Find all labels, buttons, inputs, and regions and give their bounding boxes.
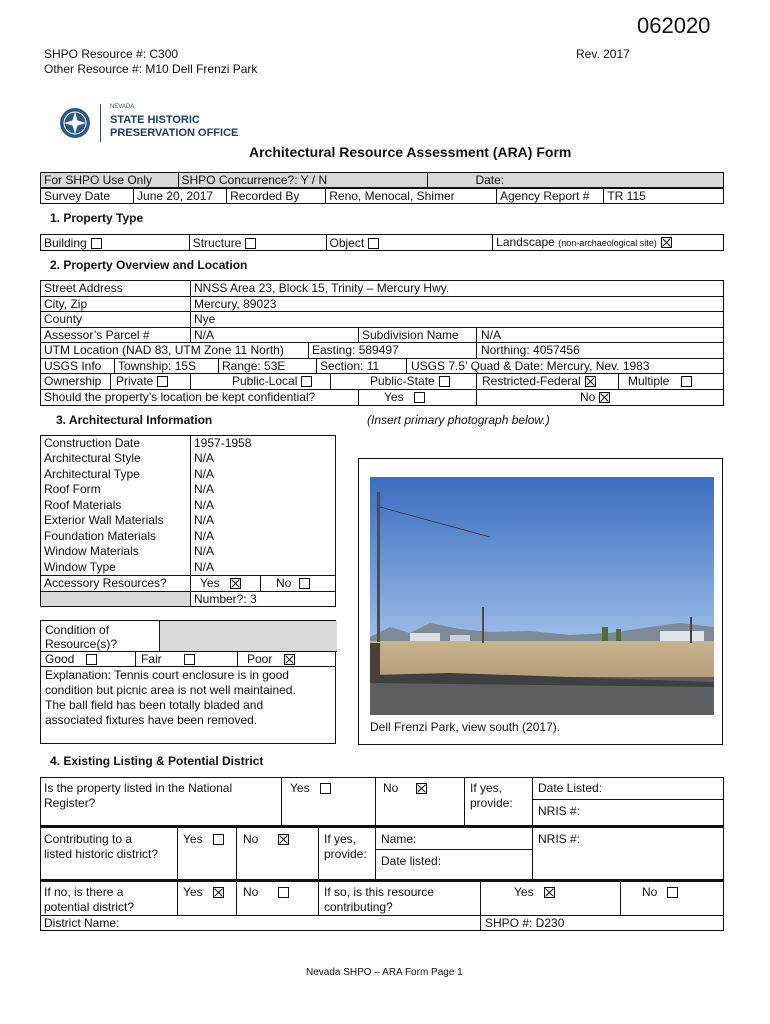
- ownership-private: [116, 374, 168, 388]
- contributing-if-yes-line-2: provide:: [324, 847, 367, 861]
- nr-no: [383, 781, 427, 795]
- condition-fair: [141, 652, 195, 666]
- object-checkbox[interactable]: [368, 238, 379, 249]
- form-number: 062020: [637, 13, 711, 38]
- private-label: Private: [116, 374, 154, 388]
- nr-question-line-1: Is the property listed in the National: [44, 781, 233, 795]
- condition-label-1: Condition of: [45, 623, 110, 637]
- logo-divider: [100, 104, 101, 142]
- photo-instruction: (Insert primary photograph below.): [367, 413, 550, 427]
- contributing-no-checkbox[interactable]: [278, 834, 289, 845]
- restricted-federal-checkbox[interactable]: [585, 376, 596, 387]
- building-label: Building: [44, 235, 87, 250]
- nr-date-listed: Date Listed:: [538, 781, 603, 795]
- nr-if-yes-line-1: If yes,: [470, 781, 503, 795]
- easting: Easting: 589497: [312, 343, 399, 357]
- section-1-title: 1. Property Type: [50, 211, 144, 225]
- condition-block: [40, 620, 336, 744]
- contributing-no-label: No: [243, 832, 259, 846]
- accessory-number: Number?: 3: [194, 592, 257, 606]
- nr-yes-label: Yes: [290, 781, 310, 795]
- section-2-title: 2. Property Overview and Location: [50, 258, 248, 272]
- public-local-label: Public-Local: [232, 374, 298, 388]
- county-label: County: [44, 312, 83, 326]
- shpo-use-only: For SHPO Use Only: [41, 173, 179, 188]
- object-label: Object: [329, 235, 365, 250]
- confidential-no-checkbox[interactable]: [599, 392, 610, 403]
- district-date-listed: Date listed:: [381, 854, 442, 868]
- public-state-label: Public-State: [370, 374, 435, 388]
- roof-form-label: Roof Form: [44, 482, 101, 496]
- public-state-checkbox[interactable]: [439, 376, 450, 387]
- contributing-resource-yes-checkbox[interactable]: [544, 887, 555, 898]
- public-local-checkbox[interactable]: [301, 376, 312, 387]
- page-footer: Nevada SHPO – ARA Form Page 1: [306, 967, 463, 978]
- survey-date: June 20, 2017: [134, 189, 227, 204]
- potential-yes-checkbox[interactable]: [213, 887, 224, 898]
- confidential-no: [580, 390, 610, 404]
- nr-yes-checkbox[interactable]: [320, 783, 331, 794]
- accessory-yes: [200, 576, 241, 590]
- subdivision-label: Subdivision Name: [362, 328, 459, 342]
- nr-no-checkbox[interactable]: [416, 783, 427, 794]
- private-checkbox[interactable]: [157, 376, 168, 387]
- usgs-label: USGS Info: [44, 359, 102, 373]
- property-type-building: [41, 235, 190, 251]
- district-shpo-number: SHPO #: D230: [485, 916, 565, 930]
- property-type-object: [326, 235, 493, 251]
- street-address-label: Street Address: [44, 281, 123, 295]
- contributing-resource-yes: [514, 885, 555, 899]
- city-zip-label: City, Zip: [44, 297, 88, 311]
- township: Township: 15S: [118, 359, 197, 373]
- contributing-resource-yes-label: Yes: [514, 885, 534, 899]
- street-address: NNSS Area 23, Block 15, Trinity – Mercury Hwy.: [194, 281, 450, 295]
- building-checkbox[interactable]: [91, 238, 102, 249]
- potential-yes-label: Yes: [183, 885, 203, 899]
- contributing-if-yes-line-1: If yes,: [324, 832, 357, 846]
- listing-block: [40, 777, 724, 931]
- confidential-yes-label: Yes: [384, 390, 404, 404]
- utm-label: UTM Location (NAD 83, UTM Zone 11 North): [44, 343, 284, 357]
- revision: Rev. 2017: [576, 47, 630, 61]
- good-checkbox[interactable]: [86, 654, 97, 665]
- section-4-title: 4. Existing Listing & Potential District: [50, 754, 264, 768]
- survey-date-label: Survey Date: [41, 189, 134, 204]
- nr-question-line-2: Register?: [44, 796, 96, 810]
- accessory-no-label: No: [276, 576, 292, 590]
- good-label: Good: [45, 652, 75, 666]
- confidential-yes: [384, 390, 425, 404]
- accessory-label: Accessory Resources?: [44, 576, 167, 590]
- window-materials-label: Window Materials: [44, 544, 139, 558]
- parcel: N/A: [194, 328, 215, 342]
- other-resource-number: Other Resource #: M10 Dell Frenzi Park: [44, 62, 258, 76]
- nr-yes: [290, 781, 331, 795]
- structure-label: Structure: [192, 235, 242, 250]
- survey-table: [40, 188, 724, 204]
- recorded-by-label: Recorded By: [227, 189, 326, 204]
- logo-line-1: STATE HISTORIC: [110, 114, 200, 126]
- contributing-resource-no-label: No: [642, 885, 658, 899]
- form-title: Architectural Resource Assessment (ARA) Form: [249, 144, 572, 160]
- contributing-question-line-1: Contributing to a: [44, 832, 133, 846]
- type-label: Architectural Type: [44, 467, 140, 481]
- nr-nris: NRIS #:: [538, 804, 581, 818]
- potential-yes: [183, 885, 224, 899]
- if-so-line-2: contributing?: [324, 900, 393, 914]
- potential-question-line-1: If no, is there a: [44, 885, 124, 899]
- fair-label: Fair: [141, 652, 162, 666]
- contributing-yes-label: Yes: [183, 832, 203, 846]
- ownership-label: Ownership: [44, 374, 102, 388]
- nr-if-yes-line-2: provide:: [470, 796, 513, 810]
- property-type-landscape: [493, 235, 724, 251]
- style: N/A: [194, 451, 215, 465]
- nr-no-label: No: [383, 781, 399, 795]
- potential-no: [243, 885, 289, 899]
- poor-label: Poor: [247, 652, 273, 666]
- potential-no-label: No: [243, 885, 259, 899]
- logo-line-2: PRESERVATION OFFICE: [110, 127, 239, 139]
- subdivision: N/A: [481, 328, 502, 342]
- shpo-date: Date:: [428, 173, 724, 188]
- architectural-info-block: [40, 435, 336, 607]
- foundation: N/A: [194, 529, 215, 543]
- style-label: Architectural Style: [44, 451, 141, 465]
- shpo-seal-logo: [58, 106, 92, 140]
- shpo-concurrence: SHPO Concurrence?: Y / N: [178, 173, 428, 188]
- multiple-checkbox[interactable]: [681, 376, 692, 387]
- landscape-note: (non-archaeological site): [558, 238, 657, 248]
- location-block: [40, 280, 724, 406]
- restricted-federal-label: Restricted-Federal: [482, 374, 581, 388]
- ownership-multiple: [628, 374, 692, 388]
- range: Range: 53E: [222, 359, 286, 373]
- county: Nye: [194, 312, 216, 326]
- window-type: N/A: [194, 560, 215, 574]
- city-zip: Mercury, 89023: [194, 297, 277, 311]
- section-number: Section: 11: [320, 359, 380, 373]
- explanation-line-1: Explanation: Tennis court enclosure is in good: [45, 668, 289, 682]
- condition-label-2: Resource(s)?: [45, 637, 118, 651]
- property-type-table: [40, 234, 724, 251]
- ext-wall-label: Exterior Wall Materials: [44, 513, 164, 527]
- contributing-no: [243, 832, 289, 846]
- explanation-line-3: The ball field has been totally bladed and: [45, 698, 264, 712]
- photo-caption: Dell Frenzi Park, view south (2017).: [370, 720, 561, 734]
- landscape-label: Landscape: [496, 235, 555, 249]
- ownership-public-state: [370, 374, 450, 388]
- site-photo: [370, 477, 714, 715]
- agency-report-label: Agency Report #: [496, 189, 603, 204]
- district-nris: NRIS #:: [538, 832, 581, 846]
- construction-date-label: Construction Date: [44, 436, 141, 450]
- contributing-resource-no: [642, 885, 678, 899]
- explanation-line-4: associated fixtures have been removed.: [45, 713, 258, 727]
- roof-materials: N/A: [194, 498, 215, 512]
- construction-date: 1957-1958: [194, 436, 252, 450]
- contributing-yes-checkbox[interactable]: [213, 834, 224, 845]
- section-3-title: 3. Architectural Information: [56, 413, 213, 427]
- recorded-by: Reno, Menocal, Shimer: [326, 189, 497, 204]
- parcel-label: Assessor’s Parcel #: [44, 328, 150, 342]
- ext-wall: N/A: [194, 513, 215, 527]
- contributing-resource-no-checkbox[interactable]: [667, 887, 678, 898]
- roof-form: N/A: [194, 482, 215, 496]
- structure-checkbox[interactable]: [245, 238, 256, 249]
- confidential-no-label: No: [580, 390, 596, 404]
- window-materials: N/A: [194, 544, 215, 558]
- window-type-label: Window Type: [44, 560, 116, 574]
- property-type-structure: [189, 235, 326, 251]
- shpo-resource-number: SHPO Resource #: C300: [44, 47, 179, 61]
- explanation-line-2: condition but picnic area is not well maintained.: [45, 683, 296, 697]
- shpo-use-table: [40, 172, 724, 188]
- contributing-yes: [183, 832, 224, 846]
- if-so-line-1: If so, is this resource: [324, 885, 435, 899]
- accessory-yes-label: Yes: [200, 576, 220, 590]
- type: N/A: [194, 467, 215, 481]
- accessory-no: [276, 576, 310, 590]
- multiple-label: Multiple: [628, 374, 670, 388]
- landscape-checkbox[interactable]: [661, 237, 672, 248]
- potential-no-checkbox[interactable]: [278, 887, 289, 898]
- logo-nevada: NEVADA: [110, 104, 135, 110]
- roof-materials-label: Roof Materials: [44, 498, 122, 512]
- foundation-label: Foundation Materials: [44, 529, 157, 543]
- ownership-restricted-federal: [482, 374, 596, 388]
- district-name-field: Name:: [381, 832, 417, 846]
- contributing-question-line-2: listed historic district?: [44, 847, 159, 861]
- ownership-public-local: [232, 374, 312, 388]
- condition-poor: [247, 652, 295, 666]
- northing: Northing: 4057456: [481, 343, 580, 357]
- district-name-label: District Name:: [44, 916, 120, 930]
- agency-report: TR 115: [604, 189, 724, 204]
- accessory-yes-checkbox[interactable]: [230, 578, 241, 589]
- potential-question-line-2: potential district?: [44, 900, 135, 914]
- fair-checkbox[interactable]: [184, 654, 195, 665]
- confidential-yes-checkbox[interactable]: [414, 392, 425, 403]
- confidential-question: Should the property’s location be kept confidential?: [44, 390, 316, 404]
- poor-checkbox[interactable]: [284, 654, 295, 665]
- condition-good: [45, 652, 97, 666]
- accessory-no-checkbox[interactable]: [299, 578, 310, 589]
- usgs-quad: USGS 7.5’ Quad & Date: Mercury, Nev. 1983: [411, 359, 650, 373]
- photo-frame: [358, 458, 723, 745]
